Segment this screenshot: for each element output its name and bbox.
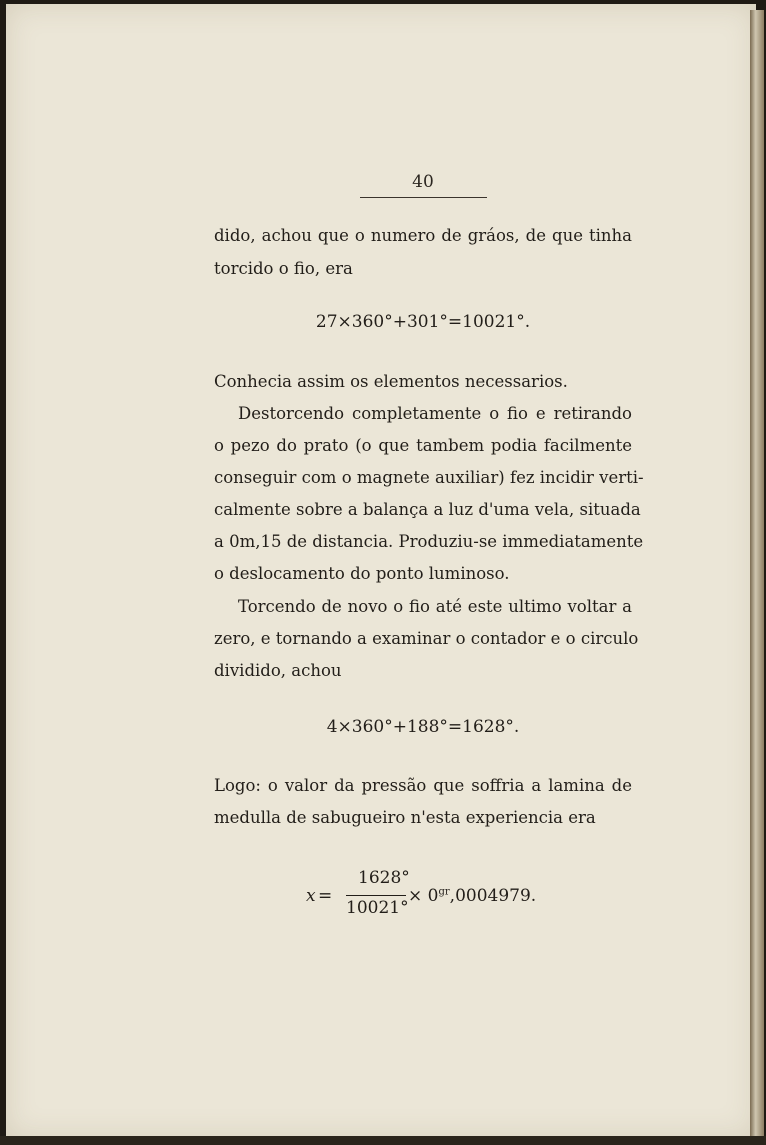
header-rule <box>360 197 487 198</box>
text-line: o deslocamento do ponto luminoso. <box>214 564 510 583</box>
text-line: a 0m,15 de distancia. Produziu-se immediatamente <box>214 532 644 551</box>
text-line: Destorcendo completamente o fio e retirando <box>238 404 632 423</box>
text-line: dividido, achou <box>214 661 342 680</box>
text-line: Torcendo de novo o fio até este ultimo voltar a <box>238 597 632 616</box>
text-line: Logo: o valor da pressão que soffria a lamina de <box>214 776 632 795</box>
formula-factor-rest: ,0004979. <box>449 886 537 906</box>
formula-denominator: 10021° <box>346 898 409 918</box>
book-page <box>6 4 756 1138</box>
book-bottom-edge <box>0 1136 766 1145</box>
text-line: torcido o fio, era <box>214 259 353 278</box>
text-line: medulla de sabugueiro n'esta experiencia era <box>214 808 596 827</box>
text-line: zero, e tornando a examinar o contador e o circulo <box>214 629 639 648</box>
equation-line: 27×360°+301°=10021°. <box>315 312 531 332</box>
formula-numerator: 1628° <box>358 868 410 888</box>
page-number: 40 <box>412 172 434 192</box>
formula-variable: x <box>306 886 316 906</box>
formula-factor-base: 0 <box>427 886 439 906</box>
text-line: dido, achou que o numero de gráos, de que tinha <box>214 226 632 245</box>
equation-line: 4×360°+188°=1628°. <box>326 717 520 737</box>
formula-equals: = <box>318 886 333 906</box>
formula-times: × <box>408 886 423 906</box>
fraction-bar <box>346 895 406 896</box>
text-line: o pezo do prato (o que tambem podia facilmente <box>214 436 632 455</box>
text-line: calmente sobre a balança a luz d'uma vela, situada <box>214 500 641 519</box>
formula-factor-unit: gr <box>438 886 450 898</box>
text-line: Conhecia assim os elementos necessarios. <box>214 372 568 391</box>
text-line: conseguir com o magnete auxiliar) fez incidir verti- <box>214 468 644 487</box>
formula-factor <box>408 886 536 906</box>
book-edge <box>750 10 764 1140</box>
